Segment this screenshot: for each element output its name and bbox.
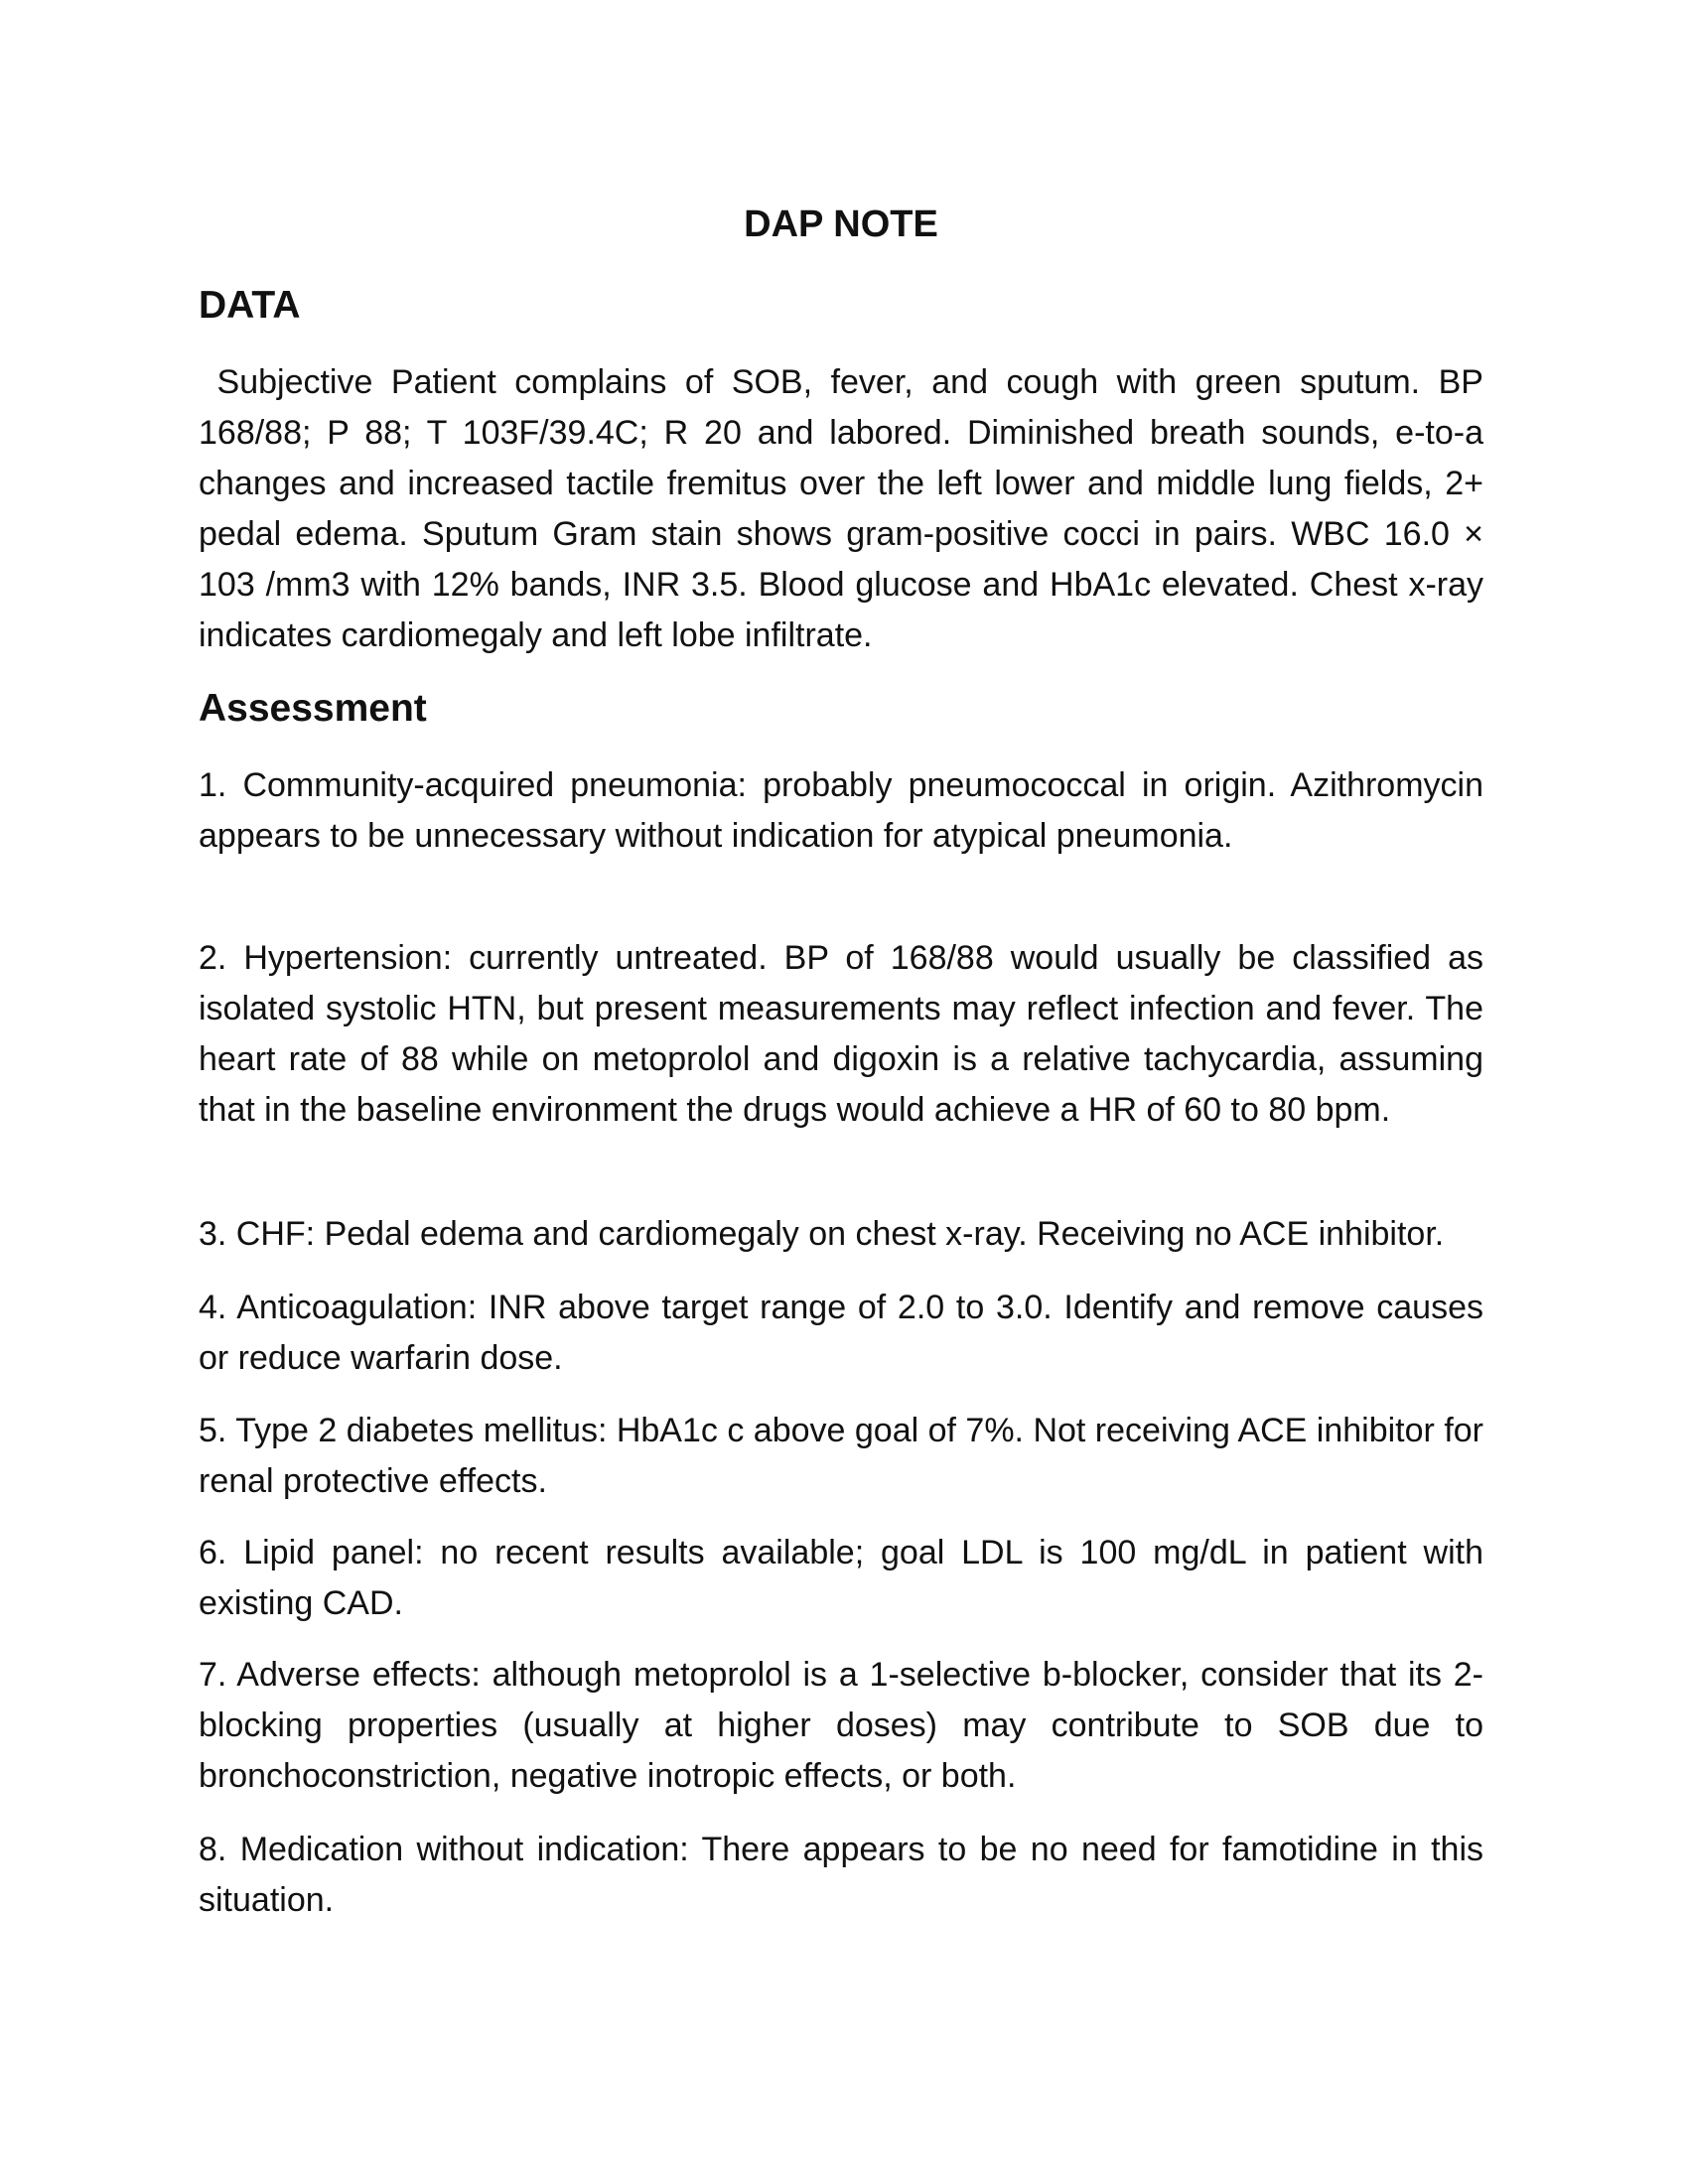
- assessment-item-8: 8. Medication without indication: There appears to be no need for famotidine in this situation.: [199, 1831, 1483, 1919]
- assessment-item-2: 2. Hypertension: currently untreated. BP of 168/88 would usually be classified as isolated systolic HTN, but present measurements may reflect infection and fever. The heart rate of 88 while on metoprolol and digoxin is a relative tachycardia, assuming that in the baseline environment the drugs would achieve a HR of 60 to 80 bpm.: [199, 939, 1483, 1129]
- assessment-item-1: 1. Community-acquired pneumonia: probably pneumococcal in origin. Azithromycin appears to be unnecessary without indication for atypical pneumonia.: [199, 766, 1483, 855]
- assessment-item-6: 6. Lipid panel: no recent results available; goal LDL is 100 mg/dL in patient with existing CAD.: [199, 1534, 1483, 1622]
- data-heading: DATA: [199, 284, 301, 327]
- assessment-item-5: 5. Type 2 diabetes mellitus: HbA1c c above goal of 7%. Not receiving ACE inhibitor for renal protective effects.: [199, 1412, 1483, 1500]
- document-title: DAP NOTE: [744, 204, 938, 245]
- assessment-heading: Assessment: [199, 687, 427, 730]
- assessment-item-4: 4. Anticoagulation: INR above target range of 2.0 to 3.0. Identify and remove causes or reduce warfarin dose.: [199, 1289, 1483, 1377]
- data-paragraph: Subjective Patient complains of SOB, fever, and cough with green sputum. BP 168/88; P 88; T 103F/39.4C; R 20 and labored. Diminished breath sounds, e-to-a changes and increased tactile fremitus over the left lower and middle lung fields, 2+ pedal edema. Sputum Gram stain shows gram-positive cocci in pairs. WBC 16.0 × 103 /mm3 with 12% bands, INR 3.5. Blood glucose and HbA1c elevated. Chest x-ray indicates cardiomegaly and left lobe infiltrate.: [199, 363, 1493, 654]
- assessment-item-3: 3. CHF: Pedal edema and cardiomegaly on chest x-ray. Receiving no ACE inhibitor.: [199, 1215, 1445, 1253]
- assessment-item-7: 7. Adverse effects: although metoprolol is a 1-selective b-blocker, consider that its 2-blocking properties (usually at higher doses) may contribute to SOB due to bronchoconstriction, negative inotropic effects, or both.: [199, 1656, 1483, 1795]
